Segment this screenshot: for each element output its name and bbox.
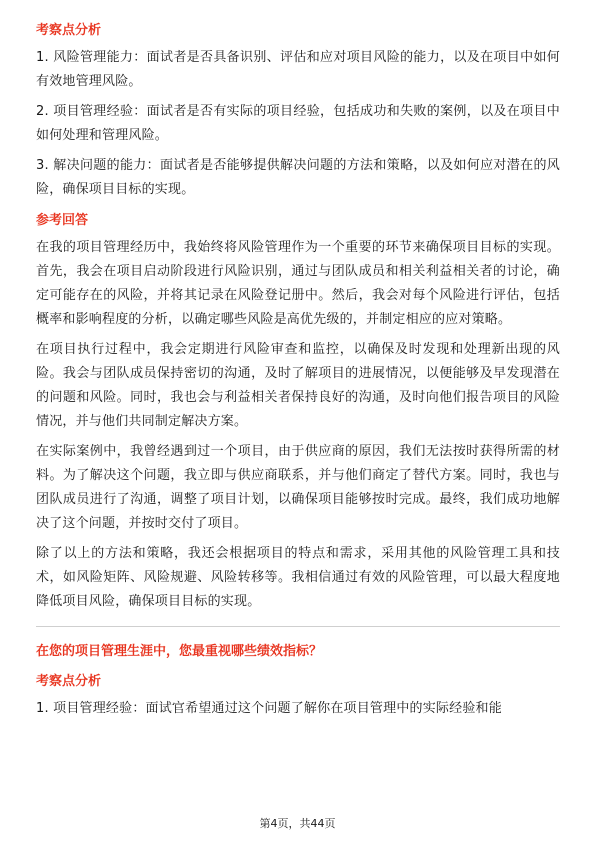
section-heading-analysis-2: 考察点分析 xyxy=(36,674,102,689)
page-number: 第4页，共44页 xyxy=(259,817,336,830)
analysis-item-1: 1. 风险管理能力：面试者是否具备识别、评估和应对项目风险的能力，以及在项目中如何有效地管理风险。 xyxy=(36,50,560,89)
answer-paragraph-2: 在项目执行过程中，我会定期进行风险审查和监控，以确保及时发现和处理新出现的风险。我会与团队成员保持密切的沟通，及时了解项目的进展情况，以便能够及早发现潜在的问题和风险。同时，我也会与利益相关者保持良好的沟通，及时向他们报告项目的风险情况，并与他们共同制定解决方案。 xyxy=(36,342,560,429)
analysis2-item-1: 1. 项目管理经验：面试官希望通过这个问题了解你在项目管理中的实际经验和能 xyxy=(36,701,502,716)
analysis-item-3: 3. 解决问题的能力：面试者是否能够提供解决问题的方法和策略，以及如何应对潜在的风险，确保项目目标的实现。 xyxy=(36,158,560,197)
analysis-item-2: 2. 项目管理经验：面试者是否有实际的项目经验，包括成功和失败的案例，以及在项目中如何处理和管理风险。 xyxy=(36,104,560,143)
answer-paragraph-3: 在实际案例中，我曾经遇到过一个项目，由于供应商的原因，我们无法按时获得所需的材料。为了解决这个问题，我立即与供应商联系，并与他们商定了替代方案。同时，我也与团队成员进行了沟通，调整了项目计划，以确保项目能够按时完成。最终，我们成功地解决了这个问题，并按时交付了项目。 xyxy=(36,444,560,531)
question-title: 在您的项目管理生涯中，您最重视哪些绩效指标？ xyxy=(36,644,323,659)
section-heading-analysis: 考察点分析 xyxy=(36,23,102,38)
section-heading-answer: 参考回答 xyxy=(36,213,89,228)
answer-paragraph-1: 在我的项目管理经历中，我始终将风险管理作为一个重要的环节来确保项目目标的实现。首先，我会在项目启动阶段进行风险识别，通过与团队成员和相关利益相关者的讨论，确定可能存在的风险，并将其记录在风险登记册中。然后，我会对每个风险进行评估，包括概率和影响程度的分析，以确定哪些风险是高优先级的，并制定相应的应对策略。 xyxy=(36,240,560,327)
divider xyxy=(36,626,560,627)
answer-paragraph-4: 除了以上的方法和策略，我还会根据项目的特点和需求，采用其他的风险管理工具和技术，如风险矩阵、风险规避、风险转移等。我相信通过有效的风险管理，可以最大程度地降低项目风险，确保项目目标的实现。 xyxy=(36,546,560,609)
page-content xyxy=(36,22,560,721)
